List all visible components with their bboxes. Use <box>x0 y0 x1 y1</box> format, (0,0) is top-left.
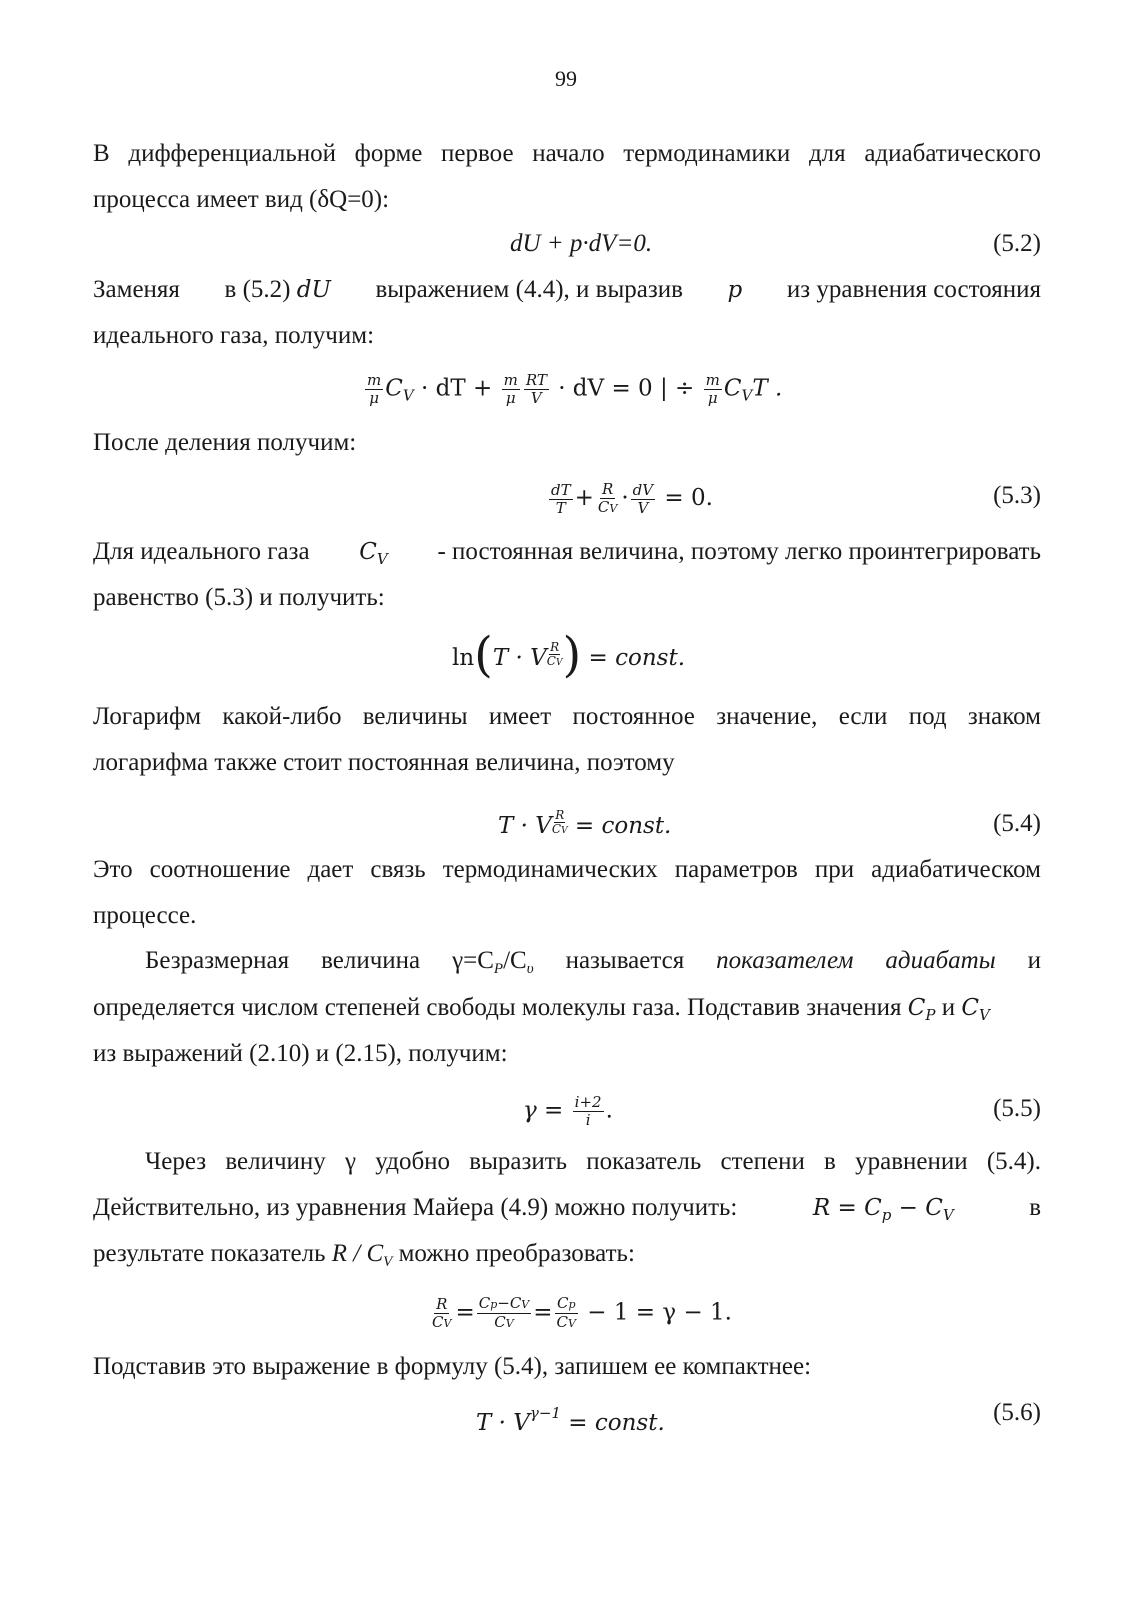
math-symbol: C <box>556 1313 569 1331</box>
text-span: в <box>1029 1194 1041 1221</box>
numerator: i+2 <box>574 1093 602 1111</box>
paragraph-line <box>93 993 1041 1030</box>
text-span: выражением (4.4), и выразив <box>375 276 683 303</box>
numerator: m <box>367 371 382 389</box>
paragraph-line: процессе. <box>93 902 197 929</box>
equation-number: (5.3) <box>993 482 1041 509</box>
denominator: i <box>585 1111 591 1129</box>
math-symbol: C <box>597 498 610 516</box>
subscript: V <box>609 502 618 515</box>
fraction <box>549 482 573 517</box>
numerator: dT <box>551 480 571 499</box>
paragraph-line: Логарифм какой-либо величины имеет постоянное значение, если под знаком <box>93 703 1041 730</box>
math-text: · dT + <box>421 375 493 402</box>
math-text: T . <box>752 375 783 402</box>
numerator: R <box>436 1294 448 1313</box>
subscript: p <box>490 1298 498 1311</box>
subscript: υ <box>526 961 534 977</box>
math-text: /C <box>503 947 527 974</box>
denominator: μ <box>369 389 379 407</box>
paragraph-line: процесса имеет вид (δQ=0): <box>93 186 390 213</box>
superscript-fraction <box>547 641 563 670</box>
paragraph-line: Это соотношение дает связь термодинамических параметров при адиабатическом <box>93 856 1041 883</box>
text-span <box>225 275 331 305</box>
fraction <box>631 482 655 517</box>
paragraph-line: В дифференциальной форме первое начало термодинамики для адиабатического <box>93 140 1041 167</box>
math-inline <box>331 1240 393 1270</box>
equation-5-6 <box>476 1398 665 1438</box>
subscript: V <box>555 658 563 668</box>
math-text: = const. <box>588 645 686 671</box>
numerator: dV <box>632 480 654 499</box>
math-symbol <box>907 995 936 1024</box>
math-inline <box>452 946 534 984</box>
math-inline <box>813 1193 954 1230</box>
fraction <box>365 372 383 407</box>
subscript: p <box>881 1206 892 1224</box>
math-text: γ = <box>523 1097 564 1124</box>
denominator: V <box>530 389 542 407</box>
math-text: T · V <box>492 645 547 671</box>
math-text: . <box>605 1097 613 1124</box>
equation-ln: ln(T · V $\frac{R}{CV}$ ) = const. <box>452 627 686 683</box>
denominator: T <box>555 498 566 517</box>
paragraph-line <box>93 1193 1041 1230</box>
subscript: V <box>505 1317 514 1330</box>
math-text: ln <box>452 645 475 671</box>
fraction <box>704 372 722 407</box>
text-span: величина <box>321 947 421 974</box>
denominator <box>555 1314 578 1332</box>
numerator: RT <box>525 371 547 389</box>
math-symbol: C <box>961 995 979 1021</box>
subscript: V <box>376 550 388 568</box>
text-span: можно преобразовать: <box>398 1240 635 1267</box>
subscript: V <box>402 386 414 405</box>
fraction <box>596 481 619 517</box>
paragraph-line <box>145 946 1041 984</box>
math-text: γ=C <box>452 947 494 974</box>
text-span: показателем <box>716 947 854 974</box>
math-text: R / C <box>331 1240 384 1267</box>
equation-number: (5.4) <box>993 810 1041 837</box>
denominator <box>492 1314 515 1332</box>
denominator: μ <box>707 389 718 407</box>
paragraph-line <box>93 1239 1041 1277</box>
paragraph-line: Подставив это выражение в формулу (5.4), запишем ее компактнее: <box>93 1353 812 1380</box>
text-span: определяется числом степеней свободы молекулы газа. Подставив значения <box>93 994 902 1021</box>
numerator: R <box>555 808 565 822</box>
text-span: Безразмерная <box>145 947 290 974</box>
text-span: результате показатель <box>93 1240 326 1267</box>
subscript: V <box>568 1317 576 1330</box>
text-span: называется <box>565 947 685 974</box>
subscript: P <box>925 1006 936 1024</box>
fraction <box>555 1295 578 1332</box>
subscript: V <box>942 1206 954 1224</box>
paragraph-line <box>93 275 1041 305</box>
denominator <box>596 499 619 517</box>
text-span: из уравнения состояния <box>786 276 1041 303</box>
math-symbol: C <box>385 375 403 402</box>
numerator: R <box>550 640 560 654</box>
equation-5-3: $\frac{dT}{T}$ + $\frac{R}{CV}$ · $\frac{dV}{V}$ = 0. <box>551 480 713 517</box>
math-text: = 0. <box>664 485 713 511</box>
paragraph-line: После деления получим: <box>93 429 357 456</box>
equation-5-4 <box>498 809 671 841</box>
denominator <box>552 823 568 838</box>
fraction <box>430 1296 453 1332</box>
denominator: V <box>637 498 649 517</box>
fraction <box>502 372 520 407</box>
denominator <box>547 655 563 670</box>
paragraph-line: из выражений (2.10) и (2.15), получим: <box>93 1040 508 1067</box>
math-symbol: C <box>907 995 926 1021</box>
math-text: = const. <box>574 813 672 839</box>
subscript: p <box>568 1298 576 1311</box>
subscript: P <box>493 961 504 977</box>
denominator <box>430 1314 453 1332</box>
numerator <box>477 1295 532 1314</box>
math-text: = const. <box>568 1410 665 1436</box>
math-symbol: C <box>551 822 562 836</box>
math-symbol <box>359 537 387 574</box>
math-symbol: C <box>359 539 377 565</box>
equation-5-2 <box>510 229 652 259</box>
text-span: Для идеального газа <box>93 538 310 565</box>
paragraph-line: Через величину γ удобно выразить показатель степени в уравнении (5.4). <box>145 1148 1041 1175</box>
text-span: адиабаты <box>885 947 996 974</box>
paragraph-line: равенство (5.3) и получить: <box>93 584 385 611</box>
math-symbol: p <box>727 277 743 303</box>
paragraph-line <box>93 537 1041 574</box>
math-text: − 1 = γ − 1. <box>587 1299 732 1326</box>
math-symbol: C <box>478 1294 491 1312</box>
math-symbol: C <box>556 1294 569 1312</box>
math-text: R = C <box>812 1195 882 1221</box>
math-text: −C <box>497 1294 522 1312</box>
subscript: V <box>383 1254 393 1270</box>
denominator: μ <box>505 389 516 407</box>
paragraph-line: идеального газа, получим: <box>93 322 375 349</box>
paragraph-line: логарифма также стоит постоянная величина, поэтому <box>93 749 675 776</box>
superscript: γ−1 <box>529 1404 561 1422</box>
numerator: m <box>503 371 518 389</box>
superscript-fraction <box>552 809 568 838</box>
numerator: m <box>705 371 720 389</box>
equation-divide <box>363 372 782 411</box>
equation-5-5 <box>523 1094 613 1129</box>
text-span: Заменяя <box>93 276 180 303</box>
equation-number: (5.6) <box>993 1399 1041 1426</box>
subscript: V <box>521 1298 530 1311</box>
math-symbol: C <box>432 1312 444 1331</box>
fraction <box>524 372 549 407</box>
numerator: R <box>601 480 614 498</box>
text-span: и <box>1027 947 1041 974</box>
math-symbol: C <box>494 1313 506 1331</box>
math-text: · dV = 0 | ÷ <box>558 375 695 402</box>
math-symbol: C <box>723 375 742 402</box>
equation-conversion: $\frac{R}{CV}$ = $\frac{Cp-CV}{CV}$ = $\frac{Cp}{CV}$ − 1 = γ − 1. <box>432 1294 732 1331</box>
math-symbol: dU <box>296 277 331 303</box>
fraction <box>573 1094 604 1129</box>
subscript: V <box>978 1006 990 1024</box>
text-span: - постоянная величина, поэтому легко проинтегрировать <box>437 538 1041 565</box>
text-span: в (5.2) <box>224 276 291 303</box>
subscript: V <box>561 826 568 836</box>
equation-number: (5.5) <box>993 1095 1041 1122</box>
math-text: T · V <box>498 813 552 839</box>
fraction <box>477 1295 532 1332</box>
page-number: 99 <box>555 66 577 91</box>
math-text: T · V <box>476 1410 530 1436</box>
text-span: и <box>941 994 956 1021</box>
numerator <box>555 1295 578 1314</box>
equation-number: (5.2) <box>993 230 1041 257</box>
subscript: V <box>443 1316 452 1330</box>
math-symbol <box>961 995 990 1024</box>
math-text: − C <box>898 1195 943 1221</box>
subscript: V <box>741 386 753 405</box>
equation-text: dU + p·dV=0. <box>510 230 653 257</box>
math-symbol: C <box>546 654 556 668</box>
text-span: Действительно, из уравнения Майера (4.9) можно получить: <box>93 1194 738 1221</box>
